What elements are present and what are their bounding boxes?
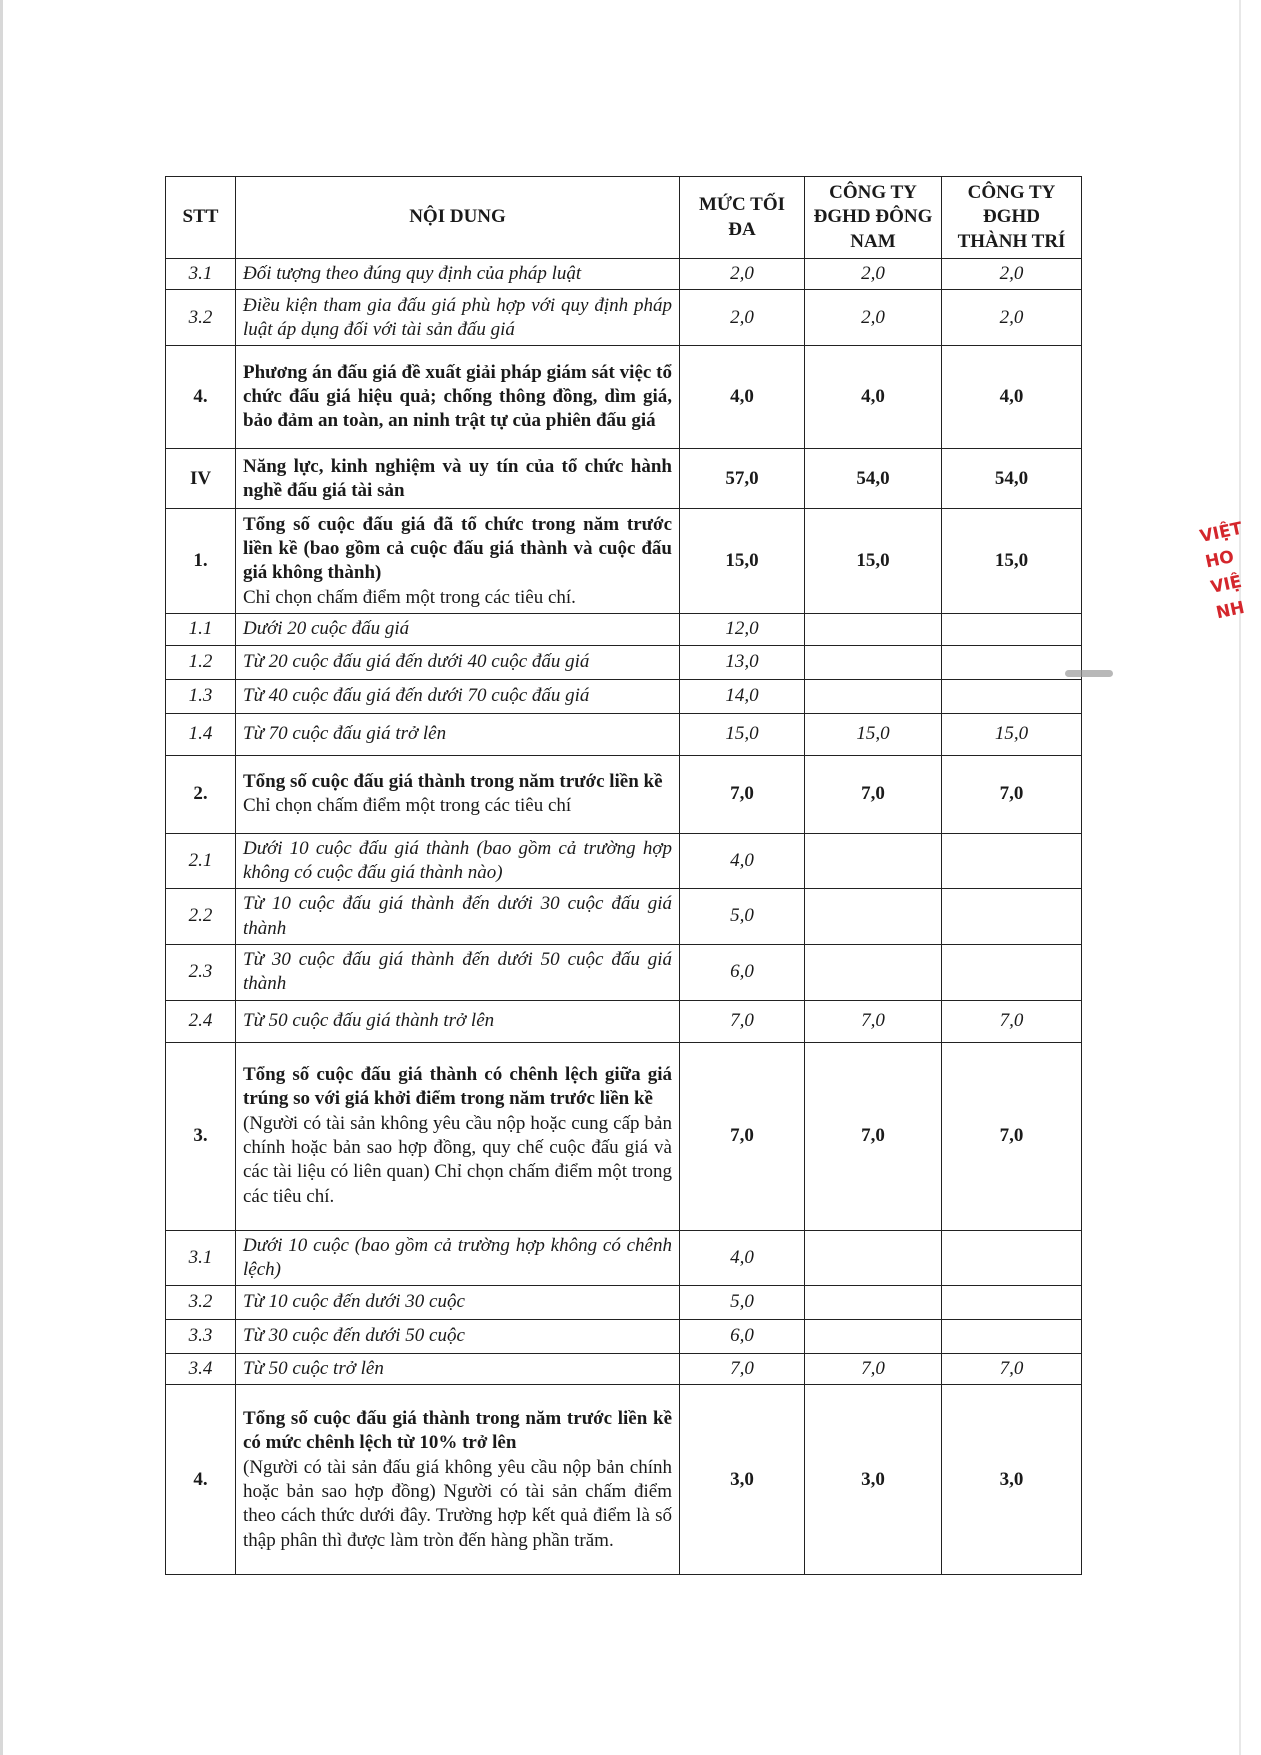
row-score-thanh-tri: 4,0 bbox=[942, 346, 1082, 449]
row-content bbox=[236, 713, 680, 755]
header-stt: STT bbox=[166, 177, 236, 259]
row-score-dong-nam: 2,0 bbox=[805, 259, 942, 290]
row-max-score: 4,0 bbox=[680, 346, 805, 449]
scan-smudge bbox=[1065, 670, 1113, 677]
table-row bbox=[166, 645, 1082, 679]
row-score-dong-nam bbox=[805, 833, 942, 889]
row-max-score: 7,0 bbox=[680, 1000, 805, 1042]
row-stt: 2.1 bbox=[166, 833, 236, 889]
row-content-text: Đối tượng theo đúng quy định của pháp luật bbox=[243, 263, 582, 284]
row-content bbox=[236, 1385, 680, 1575]
row-stt: 1. bbox=[166, 509, 236, 614]
table-row bbox=[166, 614, 1082, 645]
row-score-dong-nam: 4,0 bbox=[805, 346, 942, 449]
row-stt: 3.4 bbox=[166, 1354, 236, 1385]
row-score-thanh-tri bbox=[942, 833, 1082, 889]
row-content-note: (Người có tài sản không yêu cầu nộp hoặc cung cấp bản chính hoặc bản sao hợp đồng, quy chế cuộc đấu giá và các tài liệu có liên quan) Chỉ chọn chấm điểm một trong các tiêu chí. bbox=[243, 1112, 672, 1207]
row-score-dong-nam bbox=[805, 645, 942, 679]
row-score-thanh-tri bbox=[942, 645, 1082, 679]
table-row bbox=[166, 509, 1082, 614]
row-max-score: 15,0 bbox=[680, 713, 805, 755]
table-row bbox=[166, 833, 1082, 889]
row-content bbox=[236, 1286, 680, 1320]
row-content-text: Từ 70 cuộc đấu giá trở lên bbox=[243, 722, 447, 744]
row-max-score: 13,0 bbox=[680, 645, 805, 679]
row-max-score: 57,0 bbox=[680, 449, 805, 509]
row-content-text: Từ 40 cuộc đấu giá đến dưới 70 cuộc đấu giá bbox=[243, 684, 590, 706]
header-company-thanh-tri: CÔNG TY ĐGHD THÀNH TRÍ bbox=[942, 177, 1082, 259]
row-content-note: Chỉ chọn chấm điểm một trong các tiêu chí bbox=[243, 795, 572, 817]
row-score-dong-nam: 2,0 bbox=[805, 290, 942, 346]
row-content-text: Từ 30 cuộc đấu giá thành đến dưới 50 cuộc đấu giá thành bbox=[243, 948, 672, 995]
header-content: NỘI DUNG bbox=[236, 177, 680, 259]
row-stt: 3. bbox=[166, 1042, 236, 1230]
row-content-text: Từ 10 cuộc đến dưới 30 cuộc bbox=[243, 1291, 465, 1313]
table-row bbox=[166, 290, 1082, 346]
row-content-text: Từ 30 cuộc đến dưới 50 cuộc bbox=[243, 1325, 465, 1347]
row-content bbox=[236, 1354, 680, 1385]
row-content bbox=[236, 509, 680, 614]
table-header-row bbox=[166, 177, 1082, 259]
row-score-dong-nam: 15,0 bbox=[805, 509, 942, 614]
row-content-text: Từ 10 cuộc đấu giá thành đến dưới 30 cuộc đấu giá thành bbox=[243, 893, 672, 939]
table-row bbox=[166, 449, 1082, 509]
row-max-score: 4,0 bbox=[680, 1230, 805, 1286]
row-score-thanh-tri: 7,0 bbox=[942, 755, 1082, 833]
row-score-dong-nam: 15,0 bbox=[805, 713, 942, 755]
row-content bbox=[236, 889, 680, 945]
row-content bbox=[236, 1230, 680, 1286]
row-score-dong-nam bbox=[805, 614, 942, 645]
row-stt: 3.1 bbox=[166, 1230, 236, 1286]
row-content bbox=[236, 1320, 680, 1354]
row-score-dong-nam: 7,0 bbox=[805, 1042, 942, 1230]
row-score-dong-nam bbox=[805, 944, 942, 1000]
row-score-thanh-tri bbox=[942, 614, 1082, 645]
row-stt: 2.3 bbox=[166, 944, 236, 1000]
table-row bbox=[166, 1286, 1082, 1320]
row-content bbox=[236, 645, 680, 679]
row-score-thanh-tri: 15,0 bbox=[942, 713, 1082, 755]
row-score-thanh-tri: 54,0 bbox=[942, 449, 1082, 509]
row-max-score: 5,0 bbox=[680, 889, 805, 945]
scan-left-edge bbox=[0, 0, 3, 1755]
row-max-score: 7,0 bbox=[680, 1042, 805, 1230]
row-max-score: 12,0 bbox=[680, 614, 805, 645]
table-row bbox=[166, 1000, 1082, 1042]
row-content-text: Dưới 20 cuộc đấu giá bbox=[243, 618, 410, 640]
row-max-score: 3,0 bbox=[680, 1385, 805, 1575]
row-max-score: 2,0 bbox=[680, 259, 805, 290]
row-score-thanh-tri bbox=[942, 1286, 1082, 1320]
table-row bbox=[166, 889, 1082, 945]
row-score-thanh-tri: 15,0 bbox=[942, 509, 1082, 614]
table-row bbox=[166, 755, 1082, 833]
row-stt: 1.2 bbox=[166, 645, 236, 679]
table-row bbox=[166, 944, 1082, 1000]
table-row bbox=[166, 713, 1082, 755]
row-stt: 3.2 bbox=[166, 290, 236, 346]
row-content-text: Dưới 10 cuộc (bao gồm cả trường hợp không có chênh lệch) bbox=[243, 1234, 672, 1280]
row-stt: 1.1 bbox=[166, 614, 236, 645]
row-score-thanh-tri bbox=[942, 1230, 1082, 1286]
row-stt: 2. bbox=[166, 755, 236, 833]
row-score-dong-nam bbox=[805, 1320, 942, 1354]
row-content bbox=[236, 290, 680, 346]
row-score-thanh-tri bbox=[942, 889, 1082, 945]
row-stt: 2.4 bbox=[166, 1000, 236, 1042]
red-stamp-fragment bbox=[1198, 518, 1247, 720]
row-stt: 3.2 bbox=[166, 1286, 236, 1320]
row-content-text: Từ 50 cuộc đấu giá thành trở lên bbox=[243, 1009, 495, 1031]
row-score-dong-nam bbox=[805, 889, 942, 945]
row-content bbox=[236, 449, 680, 509]
table-row bbox=[166, 679, 1082, 713]
row-stt: 3.1 bbox=[166, 259, 236, 290]
row-score-thanh-tri: 7,0 bbox=[942, 1000, 1082, 1042]
row-content-text: Từ 20 cuộc đấu giá đến dưới 40 cuộc đấu giá bbox=[243, 650, 590, 672]
row-stt: IV bbox=[166, 449, 236, 509]
header-company-dong-nam: CÔNG TY ĐGHD ĐÔNG NAM bbox=[805, 177, 942, 259]
table-body bbox=[166, 259, 1082, 1575]
table-row bbox=[166, 1385, 1082, 1575]
row-max-score: 5,0 bbox=[680, 1286, 805, 1320]
row-stt: 2.2 bbox=[166, 889, 236, 945]
row-score-dong-nam bbox=[805, 1230, 942, 1286]
row-content bbox=[236, 679, 680, 713]
row-stt: 4. bbox=[166, 1385, 236, 1575]
table-row bbox=[166, 1042, 1082, 1230]
row-score-thanh-tri bbox=[942, 944, 1082, 1000]
row-score-dong-nam: 7,0 bbox=[805, 1354, 942, 1385]
header-max-score: MỨC TỐI ĐA bbox=[680, 177, 805, 259]
row-content-text: Từ 50 cuộc trở lên bbox=[243, 1358, 384, 1380]
row-score-dong-nam: 7,0 bbox=[805, 755, 942, 833]
row-score-dong-nam bbox=[805, 679, 942, 713]
row-stt: 1.3 bbox=[166, 679, 236, 713]
row-content-text: Điều kiện tham gia đấu giá phù hợp với quy định pháp luật áp dụng đối với tài sản đấu giá bbox=[243, 294, 672, 340]
row-content-text: Phương án đấu giá đề xuất giải pháp giám sát việc tổ chức đấu giá hiệu quả; chống thông đồng, dìm giá, bảo đảm an toàn, an ninh trật tự của phiên đấu giá bbox=[243, 361, 672, 432]
table-row bbox=[166, 1230, 1082, 1286]
row-content-text: Dưới 10 cuộc đấu giá thành (bao gồm cả trường hợp không có cuộc đấu giá thành nào) bbox=[243, 837, 672, 883]
row-max-score: 7,0 bbox=[680, 1354, 805, 1385]
row-score-thanh-tri bbox=[942, 679, 1082, 713]
row-stt: 4. bbox=[166, 346, 236, 449]
row-content-text: Tổng số cuộc đấu giá thành trong năm trước liền kề có mức chênh lệch từ 10% trở lên bbox=[243, 1408, 672, 1454]
row-stt: 1.4 bbox=[166, 713, 236, 755]
row-score-thanh-tri: 2,0 bbox=[942, 259, 1082, 290]
scoring-table bbox=[165, 176, 1082, 1575]
row-content-text: Tổng số cuộc đấu giá thành có chênh lệch giữa giá trúng so với giá khởi điểm trong năm trước liền kề bbox=[243, 1064, 672, 1110]
row-score-thanh-tri: 7,0 bbox=[942, 1042, 1082, 1230]
table-row bbox=[166, 1354, 1082, 1385]
row-score-thanh-tri: 2,0 bbox=[942, 290, 1082, 346]
row-score-dong-nam: 54,0 bbox=[805, 449, 942, 509]
row-max-score: 15,0 bbox=[680, 509, 805, 614]
row-content-text: Năng lực, kinh nghiệm và uy tín của tổ chức hành nghề đấu giá tài sản bbox=[243, 455, 672, 501]
row-content bbox=[236, 259, 680, 290]
row-content bbox=[236, 755, 680, 833]
row-score-thanh-tri: 3,0 bbox=[942, 1385, 1082, 1575]
table-row bbox=[166, 259, 1082, 290]
table-row bbox=[166, 1320, 1082, 1354]
row-score-dong-nam: 3,0 bbox=[805, 1385, 942, 1575]
row-content-text: Tổng số cuộc đấu giá đã tổ chức trong năm trước liền kề (bao gồm cả cuộc đấu giá thành và cuộc đấu giá không thành) bbox=[243, 513, 672, 584]
row-max-score: 7,0 bbox=[680, 755, 805, 833]
row-content-note: (Người có tài sản đấu giá không yêu cầu nộp bản chính hoặc bản sao hợp đồng) Người có tài sản chấm điểm theo cách thức dưới đây. Trường hợp kết quả điểm là số thập phân thì được làm tròn đến hàng phần trăm. bbox=[243, 1456, 672, 1551]
row-content bbox=[236, 346, 680, 449]
row-content bbox=[236, 833, 680, 889]
row-score-dong-nam bbox=[805, 1286, 942, 1320]
row-max-score: 6,0 bbox=[680, 944, 805, 1000]
scan-right-edge bbox=[1239, 0, 1241, 1755]
row-content bbox=[236, 1000, 680, 1042]
row-max-score: 14,0 bbox=[680, 679, 805, 713]
row-content bbox=[236, 1042, 680, 1230]
row-max-score: 4,0 bbox=[680, 833, 805, 889]
row-content-text: Tổng số cuộc đấu giá thành trong năm trước liền kề bbox=[243, 770, 663, 792]
table-row bbox=[166, 346, 1082, 449]
row-score-dong-nam: 7,0 bbox=[805, 1000, 942, 1042]
row-score-thanh-tri: 7,0 bbox=[942, 1354, 1082, 1385]
row-content bbox=[236, 944, 680, 1000]
row-content-note: Chỉ chọn chấm điểm một trong các tiêu chí. bbox=[243, 586, 576, 608]
row-max-score: 2,0 bbox=[680, 290, 805, 346]
row-stt: 3.3 bbox=[166, 1320, 236, 1354]
row-score-thanh-tri bbox=[942, 1320, 1082, 1354]
stamp-text: VIỆT HO VIỆ NH bbox=[1198, 518, 1247, 624]
row-max-score: 6,0 bbox=[680, 1320, 805, 1354]
row-content bbox=[236, 614, 680, 645]
